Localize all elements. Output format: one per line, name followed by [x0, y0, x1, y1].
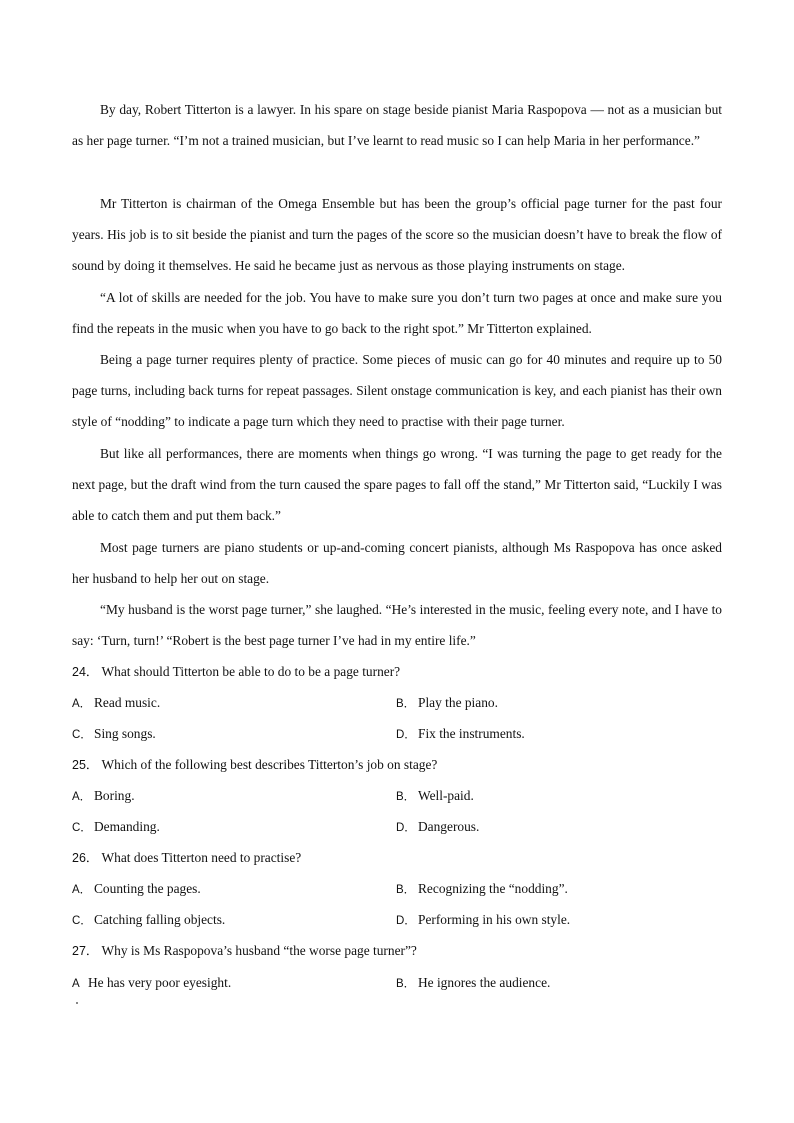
option-text: Recognizing the “nodding”. [418, 881, 568, 896]
option-27-b[interactable] [396, 973, 550, 994]
option-26-a[interactable] [72, 879, 201, 900]
option-24-d[interactable] [396, 724, 525, 745]
option-25-b[interactable] [396, 786, 474, 807]
option-text: Catching falling objects. [94, 912, 226, 927]
question-text: What does Titterton need to practise? [101, 850, 302, 865]
question-26 [72, 848, 722, 868]
option-letter: A． [72, 791, 92, 803]
option-text: He has very poor eyesight. [88, 975, 232, 990]
option-text: Dangerous. [418, 819, 480, 834]
option-letter: D． [396, 822, 416, 834]
option-24-b[interactable] [396, 693, 498, 714]
option-text: Counting the pages. [94, 881, 201, 896]
option-letter: D． [396, 915, 416, 927]
option-letter: A． [72, 698, 92, 710]
option-25-c[interactable] [72, 817, 160, 838]
option-text: Well-paid. [418, 788, 474, 803]
option-text: He ignores the audience. [418, 975, 551, 990]
option-text: Demanding. [94, 819, 160, 834]
option-27-a[interactable] [72, 973, 231, 994]
question-number: 26． [72, 851, 99, 865]
passage-paragraph-5: But like all performances, there are moments when things go wrong. “I was turning the page to get ready for the next page, but the draft wind from the turn caused the spare pages to fall off the stand,” Mr Titterton said, “Luckily I was able to catch them and put them back.” [72, 446, 722, 524]
option-text: Fix the instruments. [418, 726, 525, 741]
question-25 [72, 755, 722, 775]
passage-paragraph-7: “My husband is the worst page turner,” she laughed. “He’s interested in the music, feeling every note, and I have to say: ‘Turn, turn!’ “Robert is the best page turner I’ve had in my entire life.” [72, 602, 722, 649]
option-text: Read music. [94, 695, 161, 710]
passage-paragraph-4: Being a page turner requires plenty of practice. Some pieces of music can go for 40 minutes and require up to 50 page turns, including back turns for repeat passages. Silent onstage communication is key, and each pianist has their own style of “nodding” to indicate a page turn which they need to practise with their page turner. [72, 352, 722, 430]
option-text: Sing songs. [94, 726, 156, 741]
option-letter: C． [72, 729, 92, 741]
option-letter: B． [396, 698, 416, 710]
question-27 [72, 941, 722, 961]
option-24-a[interactable] [72, 693, 160, 714]
option-letter: A． [72, 884, 92, 896]
question-number: 25． [72, 758, 99, 772]
passage-paragraph-2: Mr Titterton is chairman of the Omega Ensemble but has been the group’s official page turner for the past four years. His job is to sit beside the pianist and turn the pages of the score so the musician doesn’t have to break the flow of sound by doing it themselves. He said he became just as nervous as those playing instruments on stage. [72, 196, 722, 274]
passage-paragraph-3: “A lot of skills are needed for the job. You have to make sure you don’t turn two pages at once and make sure you find the repeats in the music when you have to go back to the right spot.” Mr Titterton explained. [72, 290, 722, 337]
option-letter: B． [396, 978, 416, 990]
option-text: Performing in his own style. [418, 912, 571, 927]
passage-paragraph-6: Most page turners are piano students or up-and-coming concert pianists, although Ms Raspopova has once asked her husband to help her out on stage. [72, 540, 722, 587]
question-number: 24． [72, 665, 99, 679]
question-text: What should Titterton be able to do to be a page turner? [101, 664, 401, 679]
option-letter: D． [396, 729, 416, 741]
option-letter: A [72, 978, 80, 990]
option-25-a[interactable] [72, 786, 135, 807]
option-26-b[interactable] [396, 879, 568, 900]
passage-paragraph-1: By day, Robert Titterton is a lawyer. In his spare on stage beside pianist Maria Raspopova — not as a musician but as her page turner. “I’m not a trained musician, but I’ve learnt to read music so I can help Maria in her performance.” [72, 102, 722, 149]
option-letter: B． [396, 884, 416, 896]
question-text: Why is Ms Raspopova’s husband “the worse page turner”? [101, 943, 417, 958]
question-24 [72, 662, 722, 682]
option-letter: C． [72, 822, 92, 834]
question-text: Which of the following best describes Titterton’s job on stage? [101, 757, 438, 772]
option-text: Play the piano. [418, 695, 498, 710]
option-letter: C． [72, 915, 92, 927]
stray-dot [76, 1002, 78, 1004]
question-number: 27． [72, 944, 99, 958]
option-25-d[interactable] [396, 817, 479, 838]
option-24-c[interactable] [72, 724, 156, 745]
option-26-d[interactable] [396, 910, 570, 931]
option-letter: B． [396, 791, 416, 803]
option-text: Boring. [94, 788, 135, 803]
option-26-c[interactable] [72, 910, 225, 931]
